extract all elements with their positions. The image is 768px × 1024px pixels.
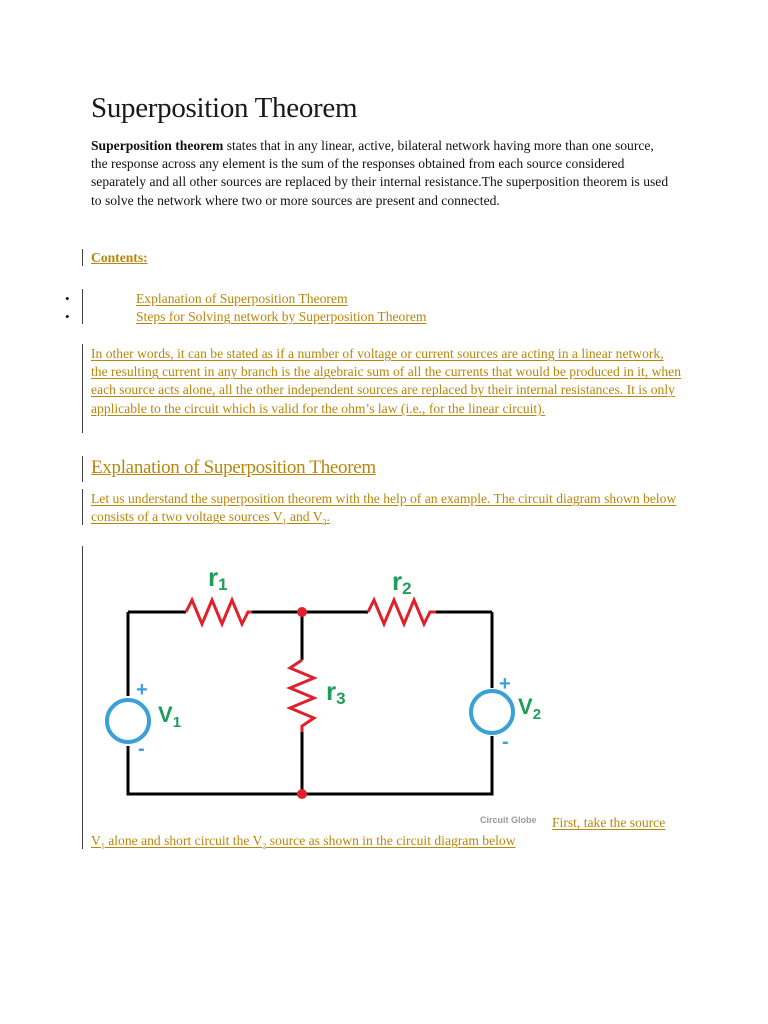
subscript-2: 2 [322,517,327,527]
resistors [186,600,436,732]
v2-plus: + [499,673,511,695]
section-text-end: . [326,509,330,525]
label-v2: $V_2$ [518,694,542,723]
label-v1: $V_1$ [158,702,182,731]
paragraph-other-words[interactable]: In other words, it can be stated as if a number of voltage or current sources are acting in a linear network, the resulting current in any branch is the algebraic sum of all the currents that would be produced in it, when each source acts alone, all the other independent sources are replaced by their internal resistances. It is only applicable to the circuit which is valid for the ohm’s law (i.e., for the linear circuit). [91,346,682,416]
paragraph-bar [82,344,83,433]
intro-paragraph [91,137,671,210]
bullet-icon: • [65,291,70,306]
circuit-wires [128,612,492,794]
intro-text: states that in any linear, active, bilateral network having more than one source, the response across any element is the sum of the responses obtained from each source considered separately and all other sources are replaced by their internal resistance.The superposition theorem is used to solve the network where two or more sources are present and connected. [91,138,669,208]
node-top [297,607,307,617]
resistor-r2 [368,600,436,624]
intro-bold-term: Superposition theorem [91,138,224,153]
contents-bar [82,249,83,266]
resistor-r1 [186,600,252,624]
after-figure-line1[interactable]: First, take the source [552,815,666,830]
subscript-1: 1 [282,517,287,527]
toc-bar [82,289,83,324]
toc-link-steps[interactable]: Steps for Solving network by Superposition Theorem [136,309,427,324]
label-r2: r2 [392,566,412,598]
v1-minus: - [138,738,145,760]
section-text-start: Let us understand the superposition theorem with the help of an example. The circuit diagram shown below consists of a two voltage sources V [91,491,677,525]
after-text-start: V [91,833,101,848]
section-para-bar [82,489,83,525]
source-v2-icon [471,691,513,733]
heading-bar [82,456,83,482]
contents-label: Contents: [91,250,148,265]
node-bottom [297,789,307,799]
figure-bar [82,546,83,849]
v2-minus: - [502,731,509,753]
after-subscript-1: 1 [100,841,105,851]
section-paragraph[interactable] [91,490,681,526]
resistor-r3 [290,660,314,732]
after-figure-line2[interactable] [91,832,516,850]
label-r1: r1 [208,562,228,594]
after-text-end: source as shown in the circuit diagram below [266,833,516,848]
source-v1-icon [107,700,149,742]
after-subscript-2: 2 [262,841,267,851]
circuit-diagram [100,550,560,812]
label-r3: r3 [326,676,346,708]
bullet-icon: • [65,309,70,324]
toc-link-explanation[interactable]: Explanation of Superposition Theorem [136,291,348,306]
watermark-logo: Circuit Globe [480,815,537,825]
v1-plus: + [136,679,148,701]
after-text-mid: alone and short circuit the V [104,833,263,848]
page-title: Superposition Theorem [91,92,358,124]
section-text-and: and V [286,509,323,525]
section-heading[interactable]: Explanation of Superposition Theorem [91,457,376,478]
